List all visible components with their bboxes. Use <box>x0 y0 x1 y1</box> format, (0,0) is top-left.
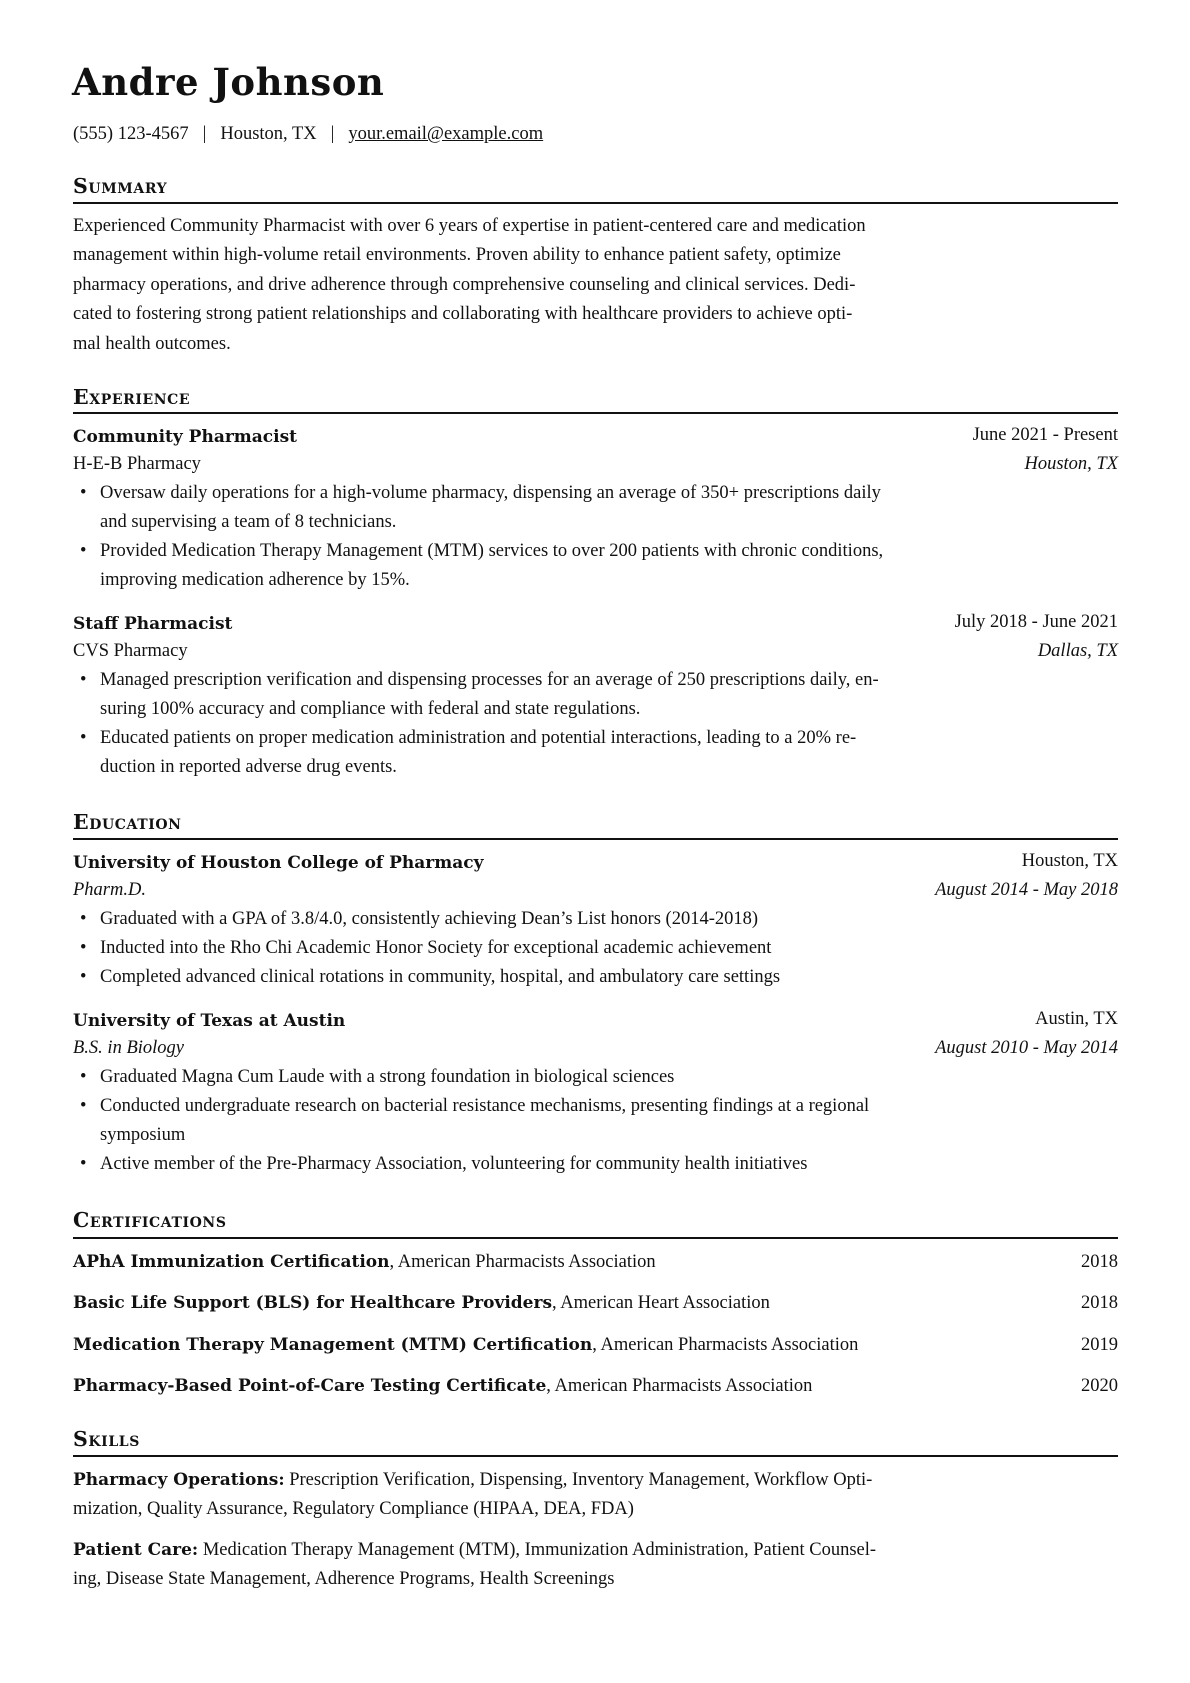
bullet-icon: • <box>80 1096 87 1116</box>
school-location: Austin, TX <box>1035 1009 1118 1029</box>
certification-issuer: , American Pharmacists Association <box>546 1376 813 1396</box>
separator: | <box>202 124 207 144</box>
bullet-icon: • <box>80 1067 87 1087</box>
summary-line: mal health outcomes. <box>73 334 231 354</box>
bullet-text: Managed prescription verification and dispensing processes for an average of 250 prescriptions daily, en- <box>100 670 879 690</box>
section-divider <box>73 412 1118 414</box>
certification-name: APhA Immunization Certification <box>73 1252 390 1272</box>
bullet-text: Oversaw daily operations for a high-volume pharmacy, dispensing an average of 350+ prescriptions daily <box>100 483 881 503</box>
section-divider <box>73 838 1118 840</box>
certification-issuer: , American Pharmacists Association <box>592 1335 859 1355</box>
degree: B.S. in Biology <box>73 1038 184 1058</box>
bullet-text: symposium <box>100 1125 186 1145</box>
skill-group-label: Patient Care: <box>73 1540 199 1560</box>
certification-year: 2020 <box>1081 1376 1118 1396</box>
certification-item <box>73 1293 770 1314</box>
school-location: Houston, TX <box>1021 851 1118 871</box>
bullet-text: improving medication adherence by 15%. <box>100 570 410 590</box>
certification-item <box>73 1335 858 1356</box>
skill-group <box>73 1540 876 1561</box>
skill-group <box>73 1470 872 1491</box>
bullet-icon: • <box>80 938 87 958</box>
skill-list: ing, Disease State Management, Adherence Programs, Health Screenings <box>73 1569 615 1589</box>
certification-name: Pharmacy-Based Point-of-Care Testing Certificate <box>73 1376 547 1396</box>
job-dates: July 2018 - June 2021 <box>954 612 1118 632</box>
bullet-icon: • <box>80 909 87 929</box>
certification-year: 2018 <box>1081 1252 1118 1272</box>
bullet-icon: • <box>80 541 87 561</box>
bullet-icon: • <box>80 1154 87 1174</box>
job-title: Staff Pharmacist <box>73 614 233 634</box>
school-dates: August 2010 - May 2014 <box>935 1038 1118 1058</box>
section-divider <box>73 1237 1118 1239</box>
candidate-name: Andre Johnson <box>72 60 385 104</box>
bullet-text: Active member of the Pre-Pharmacy Association, volunteering for community health initiatives <box>100 1154 808 1174</box>
bullet-text: and supervising a team of 8 technicians. <box>100 512 397 532</box>
bullet-text: Provided Medication Therapy Management (MTM) services to over 200 patients with chronic conditions, <box>100 541 884 561</box>
job-location: Houston, TX <box>1024 454 1118 474</box>
bullet-icon: • <box>80 670 87 690</box>
summary-line: Experienced Community Pharmacist with over 6 years of expertise in patient-centered care and medication <box>73 216 866 236</box>
certification-item <box>73 1376 812 1397</box>
summary-line: pharmacy operations, and drive adherence through comprehensive counseling and clinical services. Dedi- <box>73 275 856 295</box>
bullet-text: Graduated Magna Cum Laude with a strong foundation in biological sciences <box>100 1067 675 1087</box>
section-divider <box>73 202 1118 204</box>
bullet-icon: • <box>80 483 87 503</box>
separator: | <box>330 124 335 144</box>
job-title: Community Pharmacist <box>73 427 298 447</box>
job-location: Dallas, TX <box>1037 641 1118 661</box>
certification-name: Medication Therapy Management (MTM) Certification <box>73 1335 593 1355</box>
certification-item <box>73 1252 656 1273</box>
school-name: University of Houston College of Pharmacy <box>73 853 484 873</box>
bullet-text: Conducted undergraduate research on bacterial resistance mechanisms, presenting findings at a regional <box>100 1096 870 1116</box>
section-heading-experience: Experience <box>73 385 191 409</box>
certification-year: 2019 <box>1081 1335 1118 1355</box>
bullet-icon: • <box>80 967 87 987</box>
phone-number: (555) 123-4567 <box>73 124 189 144</box>
section-heading-certifications: Certifications <box>73 1208 227 1232</box>
skill-list: Prescription Verification, Dispensing, Inventory Management, Workflow Opti- <box>284 1470 873 1490</box>
contact-line <box>73 124 543 145</box>
email-link[interactable]: your.email@example.com <box>348 124 544 144</box>
skill-group-label: Pharmacy Operations: <box>73 1470 285 1490</box>
certification-issuer: , American Heart Association <box>552 1293 770 1313</box>
bullet-text: duction in reported adverse drug events. <box>100 757 397 777</box>
school-dates: August 2014 - May 2018 <box>935 880 1118 900</box>
bullet-text: Educated patients on proper medication administration and potential interactions, leading to a 20% re- <box>100 728 857 748</box>
bullet-text: Inducted into the Rho Chi Academic Honor Society for exceptional academic achievement <box>100 938 772 958</box>
summary-line: cated to fostering strong patient relationships and collaborating with healthcare providers to achieve opti- <box>73 304 853 324</box>
skill-list: Medication Therapy Management (MTM), Immunization Administration, Patient Counsel- <box>198 1540 877 1560</box>
job-company: H-E-B Pharmacy <box>73 454 201 474</box>
degree: Pharm.D. <box>73 880 146 900</box>
school-name: University of Texas at Austin <box>73 1011 346 1031</box>
certification-name: Basic Life Support (BLS) for Healthcare Providers <box>73 1293 553 1313</box>
skill-list: mization, Quality Assurance, Regulatory Compliance (HIPAA, DEA, FDA) <box>73 1499 634 1519</box>
bullet-icon: • <box>80 728 87 748</box>
bullet-text: suring 100% accuracy and compliance with federal and state regulations. <box>100 699 641 719</box>
section-heading-summary: Summary <box>73 174 168 198</box>
section-heading-skills: Skills <box>73 1427 140 1451</box>
job-dates: June 2021 - Present <box>972 425 1118 445</box>
summary-line: management within high-volume retail environments. Proven ability to enhance patient safety, optimize <box>73 245 841 265</box>
bullet-text: Graduated with a GPA of 3.8/4.0, consistently achieving Dean’s List honors (2014-2018) <box>100 909 759 929</box>
location: Houston, TX <box>220 124 317 144</box>
bullet-text: Completed advanced clinical rotations in community, hospital, and ambulatory care settings <box>100 967 781 987</box>
section-divider <box>73 1455 1118 1457</box>
certification-year: 2018 <box>1081 1293 1118 1313</box>
certification-issuer: , American Pharmacists Association <box>389 1252 656 1272</box>
section-heading-education: Education <box>73 810 182 834</box>
job-company: CVS Pharmacy <box>73 641 188 661</box>
